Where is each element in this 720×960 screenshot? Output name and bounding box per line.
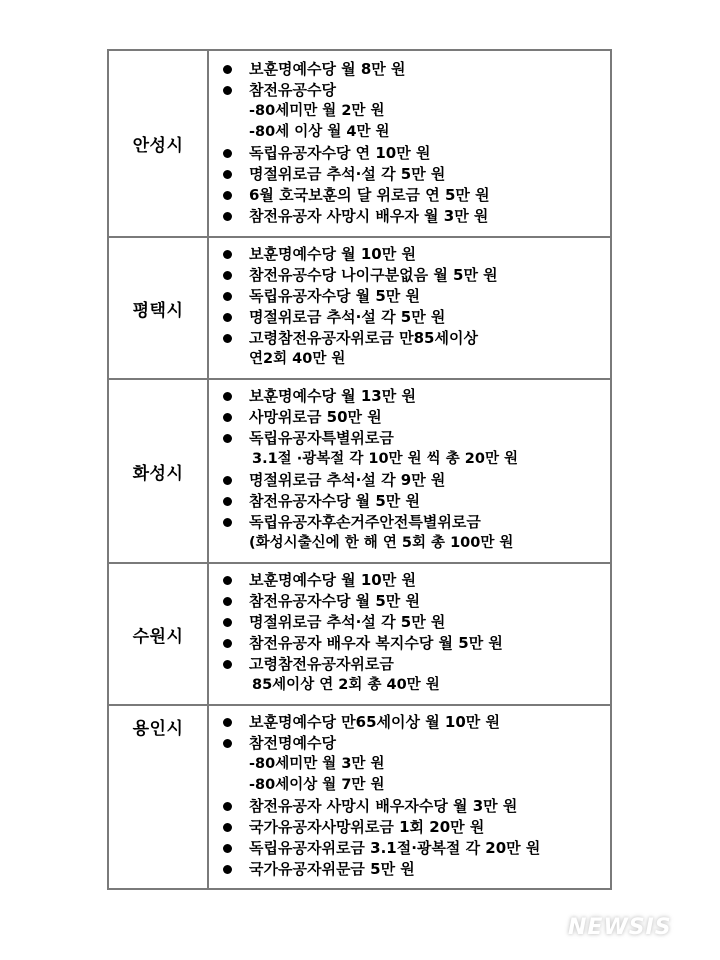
newsis-watermark-logo: NEWSIS: [568, 915, 672, 940]
benefit-text: 참전유공수당 나이구분없음 월 5만 원: [249, 266, 498, 284]
benefit-text: 참전유공자수당 월 5만 원: [249, 592, 421, 610]
benefits-cell: [208, 237, 611, 379]
benefit-text: 고령참전유공자위로금: [249, 655, 394, 673]
benefit-subline: 85세이상 연 2회 총 40만 원: [252, 677, 440, 693]
table-row-pyeongtaek: [108, 237, 611, 379]
benefit-item: [223, 633, 610, 654]
bullet-icon: [223, 476, 232, 485]
benefit-subline: 연2회 40만 원: [249, 351, 346, 367]
bullet-icon: [223, 250, 232, 259]
benefit-text: 보훈명예수당 월 10만 원: [249, 571, 416, 589]
bullet-icon: [223, 497, 232, 506]
bullet-icon: [223, 660, 232, 669]
city-name: 안성시: [108, 50, 208, 237]
bullet-icon: [223, 191, 232, 200]
benefit-text: 독립유공자위로금 3.1절·광복절 각 20만 원: [249, 839, 541, 857]
benefit-subline: (화성시출신에 한 해 연 5회 총 100만 원: [249, 535, 514, 551]
benefit-text: 명절위로금 추석·설 각 9만 원: [249, 471, 446, 489]
bullet-icon: [223, 618, 232, 627]
benefit-item: [223, 328, 610, 370]
bullet-icon: [223, 413, 232, 422]
benefit-item: [223, 80, 610, 143]
table-row-yongin: [108, 705, 611, 889]
benefit-text: 명절위로금 추석·설 각 5만 원: [249, 613, 446, 631]
benefit-text: 보훈명예수당 만65세이상 월 10만 원: [249, 713, 501, 731]
benefit-item: [223, 206, 610, 227]
veteran-benefits-table: [107, 49, 612, 890]
bullet-icon: [223, 212, 232, 221]
benefit-item: [223, 859, 610, 880]
benefit-text: 독립유공자수당 월 5만 원: [249, 287, 421, 305]
benefit-text: 국가유공자사망위로금 1회 20만 원: [249, 818, 485, 836]
benefit-text: 참전유공수당: [249, 80, 336, 99]
table-row-suwon: [108, 563, 611, 705]
benefits-cell: [208, 50, 611, 237]
bullet-icon: [223, 865, 232, 874]
benefit-text: 고령참전유공자위로금 만85세이상: [249, 329, 478, 347]
benefit-list: [209, 59, 610, 227]
benefit-item: [223, 164, 610, 185]
bullet-icon: [223, 334, 232, 343]
benefit-item: [223, 307, 610, 328]
bullet-icon: [223, 639, 232, 648]
benefit-item: [223, 591, 610, 612]
benefit-item: [223, 712, 610, 733]
benefits-cell: [208, 379, 611, 563]
benefit-item: [223, 733, 610, 796]
benefit-item: [223, 265, 610, 286]
benefit-item: [223, 59, 610, 80]
table-row-hwaseong: [108, 379, 611, 563]
benefit-item: [223, 817, 610, 838]
bullet-icon: [223, 802, 232, 811]
bullet-icon: [223, 170, 232, 179]
benefit-item: [223, 386, 610, 407]
table-row-anseong: [108, 50, 611, 237]
bullet-icon: [223, 149, 232, 158]
benefit-item: [223, 838, 610, 859]
benefit-item: [223, 428, 610, 470]
bullet-icon: [223, 434, 232, 443]
bullet-icon: [223, 844, 232, 853]
bullet-icon: [223, 597, 232, 606]
benefit-item: [223, 491, 610, 512]
benefit-item: [223, 796, 610, 817]
bullet-icon: [223, 718, 232, 727]
bullet-icon: [223, 65, 232, 74]
benefit-item: [223, 470, 610, 491]
benefit-text: 참전유공자 사망시 배우자수당 월 3만 원: [249, 797, 518, 815]
benefit-list: [209, 244, 610, 370]
benefit-item: [223, 654, 610, 696]
benefit-text: 6월 호국보훈의 달 위로금 연 5만 원: [249, 185, 490, 204]
bullet-icon: [223, 576, 232, 585]
benefit-text: 보훈명예수당 월 10만 원: [249, 245, 416, 263]
benefit-text: 명절위로금 추석·설 각 5만 원: [249, 308, 446, 326]
benefit-list: [209, 570, 610, 696]
benefit-item: [223, 512, 610, 554]
benefit-item: [223, 407, 610, 428]
benefit-text: 참전유공자수당 월 5만 원: [249, 492, 421, 510]
bullet-icon: [223, 271, 232, 280]
benefit-item: [223, 244, 610, 265]
benefit-item: [223, 570, 610, 591]
bullet-icon: [223, 518, 232, 527]
benefit-text: 참전유공자 사망시 배우자 월 3만 원: [249, 206, 489, 225]
benefit-list: [209, 712, 610, 880]
bullet-icon: [223, 86, 232, 95]
benefit-text: 보훈명예수당 월 8만 원: [249, 59, 406, 78]
benefit-text: 참전유공자 배우자 복지수당 월 5만 원: [249, 634, 503, 652]
benefit-subline: -80세미만 월 3만 원: [249, 756, 385, 772]
benefit-text: 명절위로금 추석·설 각 5만 원: [249, 164, 446, 183]
benefit-item: [223, 286, 610, 307]
city-name: 용인시: [108, 705, 208, 889]
bullet-icon: [223, 739, 232, 748]
benefit-text: 보훈명예수당 월 13만 원: [249, 387, 416, 405]
benefit-text: 독립유공자수당 연 10만 원: [249, 143, 431, 162]
bullet-icon: [223, 823, 232, 832]
city-name: 화성시: [108, 379, 208, 563]
benefit-text: 참전명예수당: [249, 734, 336, 752]
benefit-item: [223, 612, 610, 633]
benefit-text: 독립유공자후손거주안전특별위로금: [249, 513, 481, 531]
benefit-list: [209, 386, 610, 554]
benefit-item: [223, 143, 610, 164]
benefit-subline: 3.1절 ·광복절 각 10만 원 씩 총 20만 원: [252, 451, 519, 467]
bullet-icon: [223, 392, 232, 401]
city-name: 수원시: [108, 563, 208, 705]
benefit-text: 사망위로금 50만 원: [249, 408, 382, 426]
benefit-subline: -80세이상 월 7만 원: [249, 777, 385, 793]
benefit-subline: -80세 이상 월 4만 원: [249, 123, 390, 140]
city-name: 평택시: [108, 237, 208, 379]
bullet-icon: [223, 292, 232, 301]
benefit-subline: -80세미만 월 2만 원: [249, 102, 385, 119]
benefits-cell: [208, 705, 611, 889]
bullet-icon: [223, 313, 232, 322]
benefits-cell: [208, 563, 611, 705]
benefit-text: 독립유공자특별위로금: [249, 429, 394, 447]
benefit-text: 국가유공자위문금 5만 원: [249, 860, 415, 878]
benefit-item: [223, 185, 610, 206]
